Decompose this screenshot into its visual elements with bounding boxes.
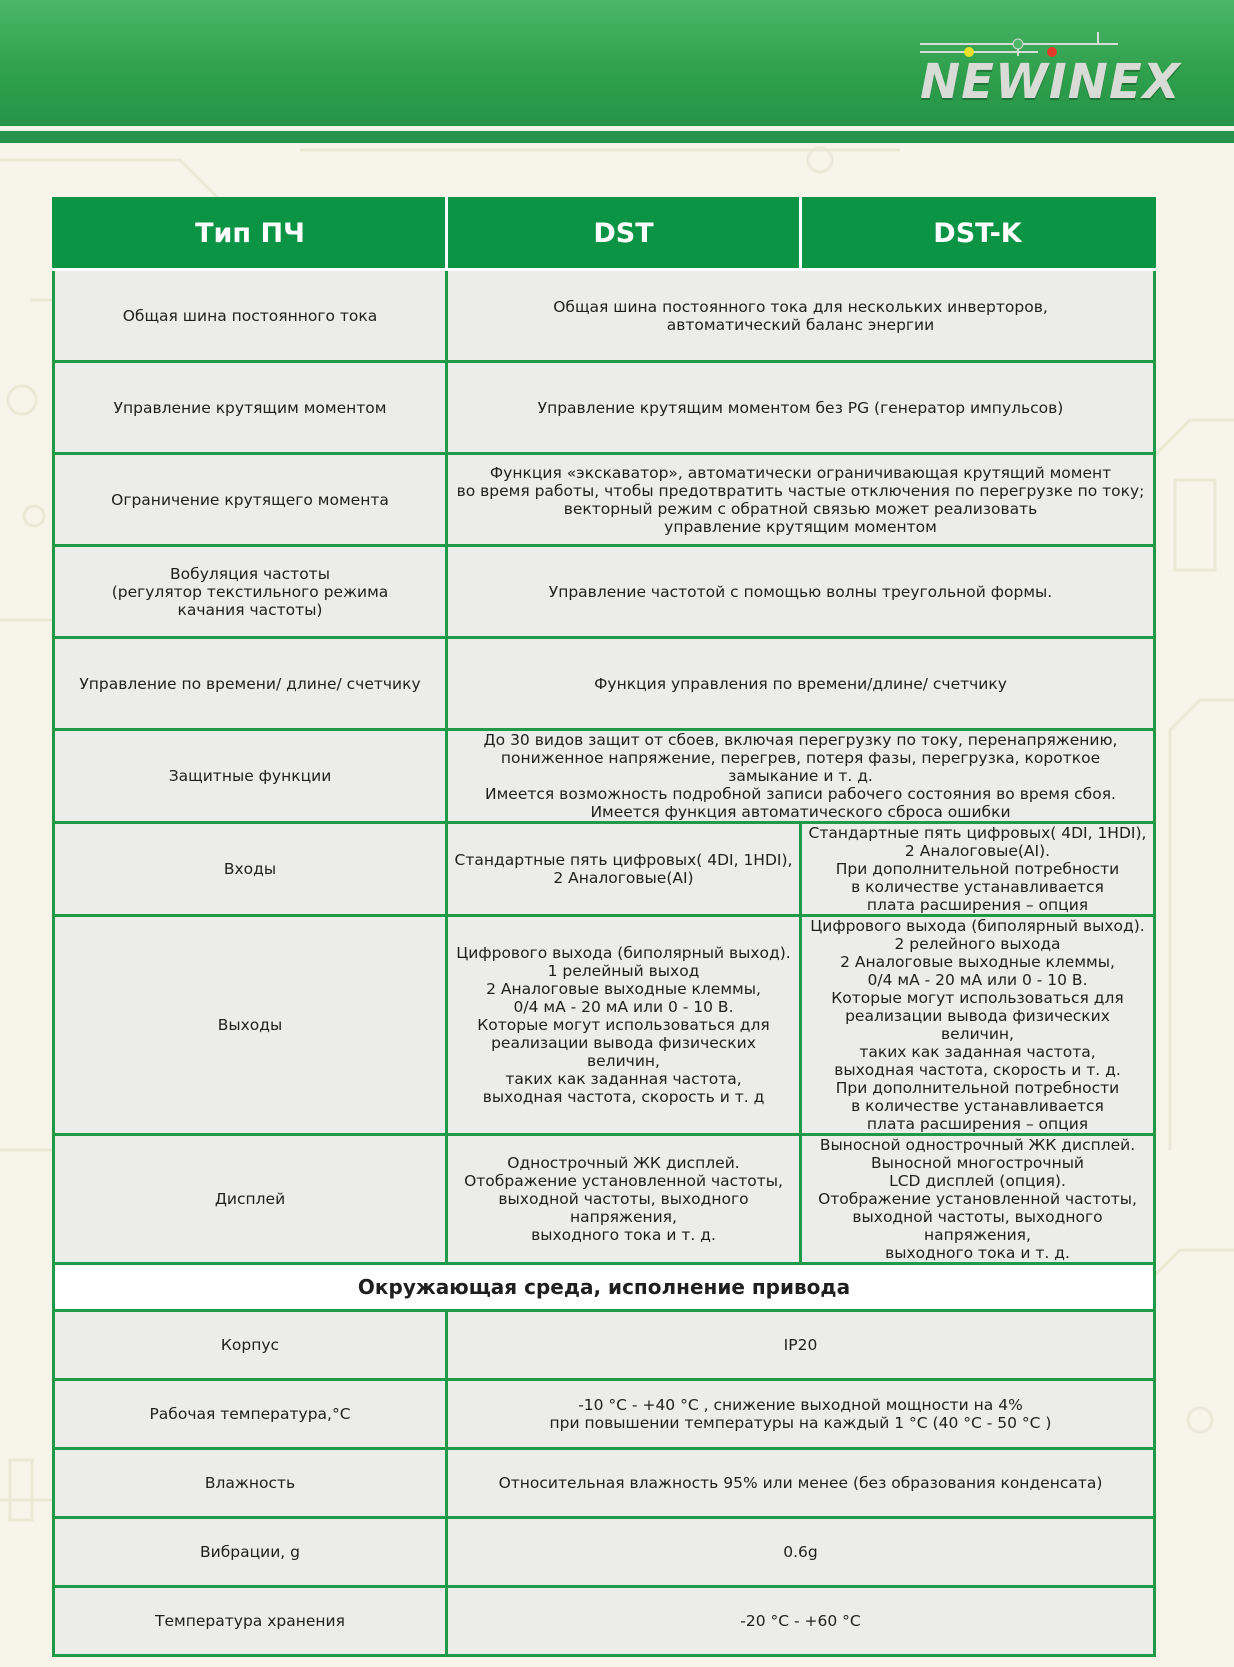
row-value-dst: Стандартные пять цифровых( 4DI, 1HDI), 2 Аналоговые(AI): [447, 823, 801, 916]
newinex-logo: [918, 26, 1190, 116]
row-label: Вобуляция частоты (регулятор текстильного режима качания частоты): [54, 546, 447, 638]
row-label: Влажность: [54, 1449, 447, 1518]
row-value: Относительная влажность 95% или менее (без образования конденсата): [447, 1449, 1155, 1518]
row-value: Управление крутящим моментом без PG (генератор импульсов): [447, 362, 1155, 454]
row-value: IP20: [447, 1311, 1155, 1380]
row-label: Температура хранения: [54, 1587, 447, 1656]
table-row: [54, 546, 1155, 638]
row-value: Функция «экскаватор», автоматически ограничивающая крутящий момент во время работы, чтобы предотвратить частые отключения по перегрузке по току; векторный режим с обратной связью может реализовать управление крутящим моментом: [447, 454, 1155, 546]
row-value-dst: Цифрового выхода (биполярный выход). 1 релейный выход 2 Аналоговые выходные клеммы, 0/4 мА - 20 мА или 0 - 10 В. Которые могут использоваться для реализации вывода физических величин, таких как заданная частота, выходная частота, скорость и т. д: [447, 916, 801, 1135]
table-row: [54, 638, 1155, 730]
table-row: [54, 1587, 1155, 1656]
header-type: Тип ПЧ: [54, 199, 447, 270]
table-row: [54, 1518, 1155, 1587]
table-row: [54, 1311, 1155, 1380]
row-label: Ограничение крутящего момента: [54, 454, 447, 546]
section-title: Окружающая среда, исполнение привода: [54, 1264, 1155, 1311]
table-row: [54, 1135, 1155, 1264]
table-row: [54, 454, 1155, 546]
row-label: Корпус: [54, 1311, 447, 1380]
row-label: Входы: [54, 823, 447, 916]
logo-wordmark: NEWINEX: [920, 54, 1181, 110]
row-value-dst-k: Стандартные пять цифровых( 4DI, 1HDI), 2 Аналоговые(AI). При дополнительной потребности в количестве устанавливается плата расширения – опция: [801, 823, 1155, 916]
row-label: Вибрации, g: [54, 1518, 447, 1587]
row-label: Общая шина постоянного тока: [54, 270, 447, 362]
row-label: Управление крутящим моментом: [54, 362, 447, 454]
table-row: [54, 730, 1155, 823]
header-stripe: [0, 131, 1234, 143]
row-value-dst: Однострочный ЖК дисплей. Отображение установленной частоты, выходной частоты, выходного напряжения, выходного тока и т. д.: [447, 1135, 801, 1264]
table-row: [54, 823, 1155, 916]
section-row: [54, 1264, 1155, 1311]
row-label: Дисплей: [54, 1135, 447, 1264]
header-dst: DST: [447, 199, 801, 270]
row-label: Управление по времени/ длине/ счетчику: [54, 638, 447, 730]
row-label: Выходы: [54, 916, 447, 1135]
table-header-row: [54, 199, 1155, 270]
row-value: Функция управления по времени/длине/ счетчику: [447, 638, 1155, 730]
table-row: [54, 1449, 1155, 1518]
row-label: Рабочая температура,°С: [54, 1380, 447, 1449]
row-label: Защитные функции: [54, 730, 447, 823]
header-dst-k: DST-K: [801, 199, 1155, 270]
row-value: 0.6g: [447, 1518, 1155, 1587]
row-value: -10 °С - +40 °С , снижение выходной мощности на 4% при повышении температуры на каждый 1 °С (40 °С - 50 °С ): [447, 1380, 1155, 1449]
table-row: [54, 362, 1155, 454]
row-value: Управление частотой с помощью волны треугольной формы.: [447, 546, 1155, 638]
row-value: До 30 видов защит от сбоев, включая перегрузку по току, перенапряжению, пониженное напряжение, перегрев, потеря фазы, перегрузка, короткое замыкание и т. д. Имеется возможность подробной записи рабочего состояния во время сбоя. Имеется функция автоматического сброса ошибки: [447, 730, 1155, 823]
row-value-dst-k: Выносной однострочный ЖК дисплей. Выносной многострочный LCD дисплей (опция). Отображение установленной частоты, выходной частоты, выходного напряжения, выходного тока и т. д.: [801, 1135, 1155, 1264]
table-row: [54, 270, 1155, 362]
row-value: Общая шина постоянного тока для нескольких инверторов, автоматический баланс энергии: [447, 270, 1155, 362]
row-value: -20 °С - +60 °С: [447, 1587, 1155, 1656]
table-row: [54, 916, 1155, 1135]
logo-green-dot: [1013, 39, 1023, 49]
specification-table: [52, 197, 1156, 1657]
row-value-dst-k: Цифрового выхода (биполярный выход). 2 релейного выхода 2 Аналоговые выходные клеммы, 0/4 мА - 20 мА или 0 - 10 В. Которые могут использоваться для реализации вывода физических величин, таких как заданная частота, выходная частота, скорость и т. д. При дополнительной потребности в количестве устанавливается плата расширения – опция: [801, 916, 1155, 1135]
table-row: [54, 1380, 1155, 1449]
